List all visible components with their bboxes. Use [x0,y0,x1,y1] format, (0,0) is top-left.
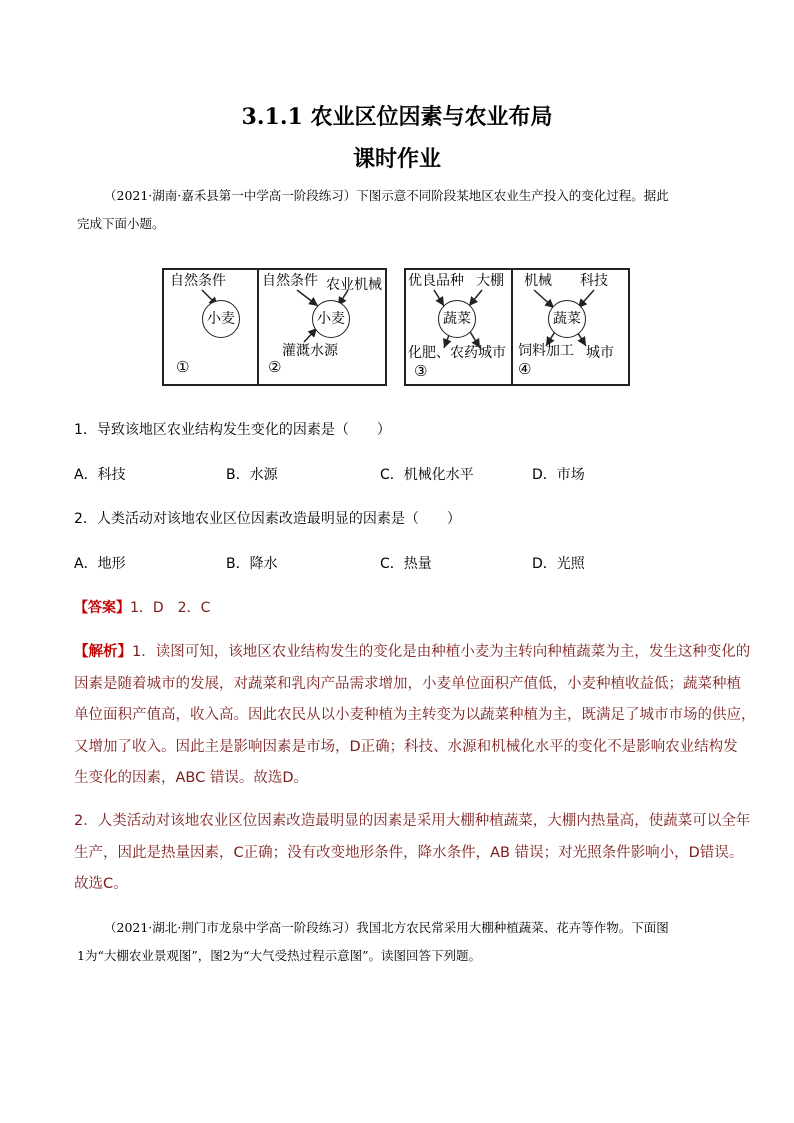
figure-panel-number: ③ [414,362,428,380]
analysis-paragraph-1 [74,637,756,795]
figure-center-circle: 小麦 [312,300,350,338]
analysis-line: 单位面积产值高，收入高。因此农民从以小麦种植为主转变为以蔬菜种植为主，既满足了城市市场的供应， [74,707,756,723]
analysis-line: 1．读图可知，该地区农业结构发生的变化是由种植小麦为主转向种植蔬菜为主，发生这种变化的 [132,644,751,660]
intro-line: 完成下面小题。 [77,216,165,231]
page-title: 3.1.1 农业区位因素与农业布局 [241,104,553,130]
analysis-line: 又增加了收入。因此主是影响因素是市场，D正确；科技、水源和机械化水平的变化不是影响农业结构发 [74,738,738,755]
figure-panel-number: ② [268,358,282,376]
figure-label: 农业机械 [326,277,382,293]
figure-label: 城市 [586,345,614,361]
question-2-stem: 2．人类活动对该地农业区位因素改造最明显的因素是（ ） [74,511,461,527]
analysis-line: 故选C。 [74,876,128,892]
intro-line: （2021·湖北·荆门市龙泉中学高一阶段练习）我国北方农民常采用大棚种植蔬菜、花卉等作物。下面图 [104,920,669,935]
question-1-option-c: C．机械化水平 [380,467,474,483]
analysis-line: 2．人类活动对该地农业区位因素改造最明显的因素是采用大棚种植蔬菜，大棚内热量高，使蔬菜可以全年 [74,813,751,829]
question-1-stem: 1．导致该地区农业结构发生变化的因素是（ ） [74,422,391,438]
question-1-option-d: D．市场 [532,467,585,483]
page-subtitle: 课时作业 [352,146,441,172]
question-2-option-c: C．热量 [380,556,432,572]
question-2-option-a: A．地形 [74,556,126,572]
analysis-line: 生变化的因素，ABC 错误。故选D。 [74,770,309,786]
intro-line: 1为“大棚农业景观图”，图2为“大气受热过程示意图”。读图回答下列题。 [77,948,481,963]
answer-line [74,597,210,617]
analysis-tag: 【解析】 [74,644,132,660]
question-1-option-b: B．水源 [226,467,278,483]
question-2-option-d: D．光照 [532,556,585,572]
figure-panel-number: ④ [518,360,532,378]
question-2-option-b: B．降水 [226,556,278,572]
figure-label: 灌溉水源 [282,343,338,359]
analysis-paragraph-2 [74,806,751,901]
intro-paragraph-1 [104,184,764,208]
analysis-line: 因素是随着城市的发展，对蔬菜和乳肉产品需求增加，小麦单位面积产值低，小麦种植收益低；蔬菜种植 [74,675,741,692]
figure-label: 自然条件 [170,273,226,289]
answer-tag: 【答案】 [74,600,130,616]
figure-label: 优良品种 [408,273,464,289]
arrow [469,290,482,306]
figure-label: 大棚 [476,273,504,289]
arrow [297,290,318,306]
arrow [434,290,444,306]
analysis-line: 生产，因此是热量因素，C正确；没有改变地形条件，降水条件，AB 错误；对光照条件影响小，D错误。 [74,844,744,861]
answer-text: 1．D 2．C [130,600,211,616]
intro-line: （2021·湖南·嘉禾县第一中学高一阶段练习）下图示意不同阶段某地区农业生产投入的变化过程。据此 [104,188,669,203]
figure-label: 饲料加工 [518,343,574,359]
figure-panel-number: ① [176,358,190,376]
figure-agri-input-stages [162,268,630,386]
question-1-option-a: A．科技 [74,467,126,483]
figure-label: 城市 [478,345,506,361]
figure-label: 机械 [524,273,552,289]
figure-label: 自然条件 [262,273,318,289]
figure-center-circle: 蔬菜 [438,300,476,338]
arrow [534,290,554,308]
figure-label: 化肥、农药 [408,345,478,361]
figure-center-circle: 小麦 [202,300,240,338]
figure-center-circle: 蔬菜 [548,300,586,338]
figure-label: 科技 [580,273,608,289]
